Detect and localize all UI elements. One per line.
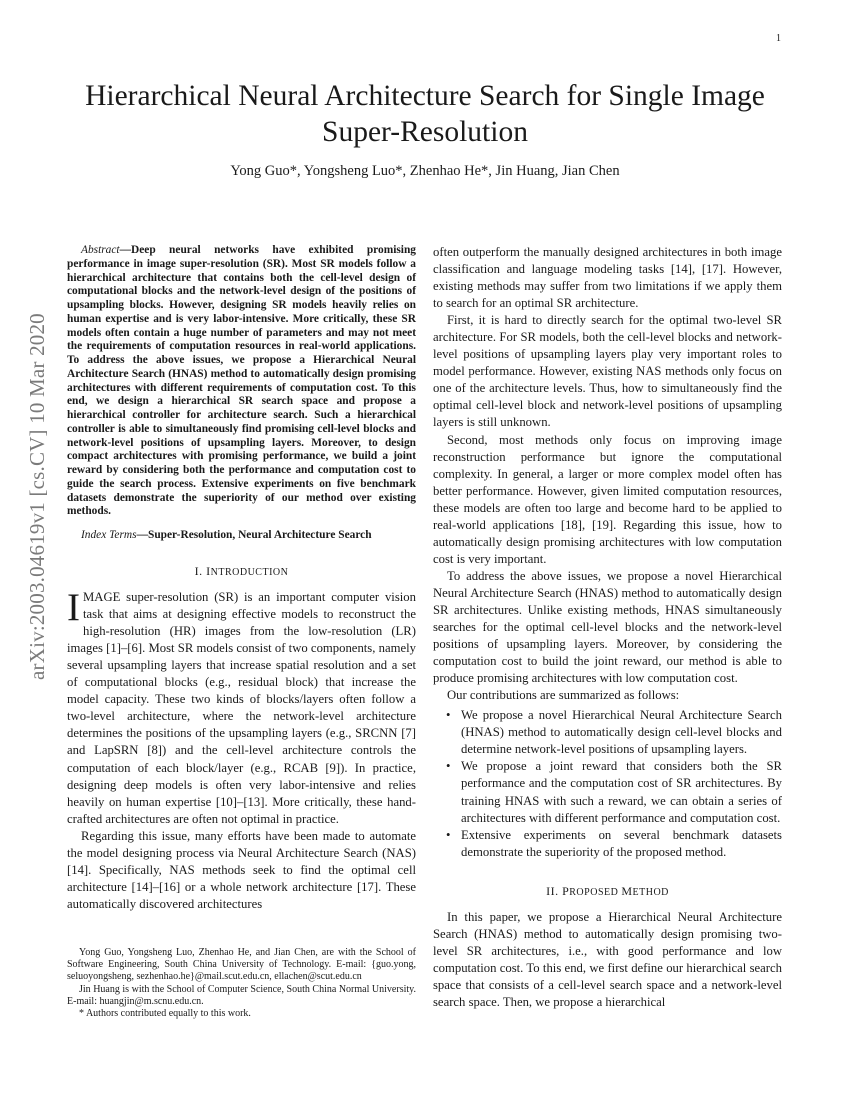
index-terms-lead: Index Terms xyxy=(81,529,137,541)
drop-cap: I xyxy=(67,586,80,630)
page-number: 1 xyxy=(776,33,781,44)
index-terms-text: —Super-Resolution, Neural Architecture Search xyxy=(136,529,372,541)
index-terms xyxy=(67,528,416,542)
footnotes xyxy=(67,947,416,1020)
intro-paragraph-3: First, it is hard to directly search for the optimal two-level SR architecture. For SR models, both the cell-level blocks and network-level positions of upsampling layers play very important roles to model performance. However, existing NAS methods only focus on one of the architecture levels. Thus, how to simultaneously find the optimal cell-level block and network-level positions of upsampling layers is still unknown. xyxy=(433,313,782,430)
bullet-icon: • xyxy=(446,759,451,774)
bullet-icon: • xyxy=(446,827,451,842)
intro-paragraph-1: IMAGE super-resolution (SR) is an important computer vision task that aims at designing effective models to reconstruct the high-resolution (HR) images from the low-resolution (LR) images [1]–[6]. Most SR models consist of two components, namely several upsampling layers that increase spatial resolution and a set of computational blocks (e.g., residual block) that increase the model capacity. These two kinds of blocks/layers often follow a two-level architecture, where the network-level architecture determines the positions of the upsampling layers (e.g., SRCNN [7] and LapSRN [8]) and the cell-level architecture controls the computation of each block/layer (e.g., RCAB [9]). In practice, designing deep models is often very labor-intensive and relies heavily on human expertise [10]–[13]. More critically, these hand-crafted architectures are often not optimal in practice. xyxy=(67,586,416,826)
author-list: Yong Guo*, Yongsheng Luo*, Zhenhao He*, Jin Huang, Jian Chen xyxy=(230,163,620,179)
intro-paragraph-2: Regarding this issue, many efforts have been made to automate the model designing process via Neural Architecture Search (NAS) [14]. Specifically, NAS methods seek to find the optimal cell architecture [14]–[16] or a whole network architecture [17]. These automatically discovered architectures xyxy=(67,828,416,911)
abstract xyxy=(67,244,416,519)
footnote-equal-contribution: * Authors contributed equally to this work. xyxy=(79,1008,251,1020)
right-column xyxy=(433,244,782,1011)
intro-paragraph-2-continued: often outperform the manually designed architectures in both image classification and language modeling tasks [14], [17]. However, existing methods may suffer from two limitations if we apply them to search for an optimal SR architecture. xyxy=(433,245,782,311)
intro-paragraph-6: Our contributions are summarized as follows: xyxy=(447,688,680,703)
footnote-affiliation-2: Jin Huang is with the School of Computer Science, South China Normal University. E-mail: huangjin@m.scnu.edu.cn. xyxy=(67,983,416,1007)
left-column xyxy=(67,244,416,913)
paper-title: Hierarchical Neural Architecture Search for Single Image Super-Resolution xyxy=(85,80,765,148)
arxiv-watermark: arXiv:2003.04619v1 [cs.CV] 10 Mar 2020 xyxy=(25,313,49,680)
list-item: • We propose a novel Hierarchical Neural Architecture Search (HNAS) method to automatically design cell-level blocks and determine network-level positions of upsampling layers. xyxy=(446,708,782,757)
section-heading-introduction: I. INTRODUCTION xyxy=(194,564,289,578)
contribution-list xyxy=(433,707,782,860)
abstract-text: —Deep neural networks have exhibited promising performance in image super-resolution (SR). Most SR models follow a hierarchical architecture that contains both the cell-level design of computational blocks and the network-level design of the positions of upsampling blocks. However, designing SR models heavily relies on human expertise and is very labor-intensive. More critically, these SR models often contain a huge number of parameters and may not meet the requirements of computation resources in real-world applications. To address the above issues, we propose a Hierarchical Neural Architecture Search (HNAS) method to automatically design promising architectures with different requirements of computation cost. To this end, we design a hierarchical SR search space and propose a hierarchical controller for architecture search. Such a hierarchical controller is able to simultaneously find promising cell-level blocks and network-level positions of upsampling layers. Moreover, to design compact architectures with promising performance, we build a joint reward by considering both the performance and computation cost to guide the search process. Extensive experiments on five benchmark datasets demonstrate the superiority of our method over existing methods. xyxy=(67,244,416,518)
list-item: • We propose a joint reward that considers both the SR performance and the computation cost of SR architectures. By training HNAS with such a reward, we can obtain a series of architectures with different performance and computation cost. xyxy=(446,759,782,825)
section-heading-proposed-method: II. PROPOSED METHOD xyxy=(546,883,669,898)
intro-paragraph-5: To address the above issues, we propose a novel Hierarchical Neural Architecture Search (HNAS) method to automatically design SR architectures. Unlike existing methods, HNAS simultaneously searches for the optimal cell-level blocks and the network-level positions of upsampling layers. Moreover, by considering the computation cost to build the joint reward, our method is able to produce promising architectures with low computation cost. xyxy=(433,568,782,686)
abstract-lead: Abstract xyxy=(81,244,120,256)
bullet-icon: • xyxy=(446,708,451,723)
intro-paragraph-4: Second, most methods only focus on improving image reconstruction performance but ignore the computational complexity. In general, a larger or more complex model often has better performance. However, given limited computation resources, these models are often too large and become hard to be applied to real-world applications [18], [19]. Regarding this issue, how to automatically design promising architectures with low computation cost is very important. xyxy=(433,432,782,566)
footnote-affiliation-1: Yong Guo, Yongsheng Luo, Zhenhao He, and Jian Chen, are with the School of Software Engineering, South China University of Technology. E-mail: {guo.yong, seluoyongsheng, sezhenhao.he}@mail.scut.edu.cn, ellachen@scut.edu.cn xyxy=(67,947,416,983)
list-item: • Extensive experiments on several benchmark datasets demonstrate the superiority of the proposed method. xyxy=(446,827,782,859)
method-paragraph-1: In this paper, we propose a Hierarchical Neural Architecture Search (HNAS) method to automatically design promising two-level SR architectures, i.e., with good performance and low computation cost. To this end, we first define our hierarchical search space that consists of a cell-level search space and a network-level search space. Then, we propose a hierarchical xyxy=(433,909,782,1009)
